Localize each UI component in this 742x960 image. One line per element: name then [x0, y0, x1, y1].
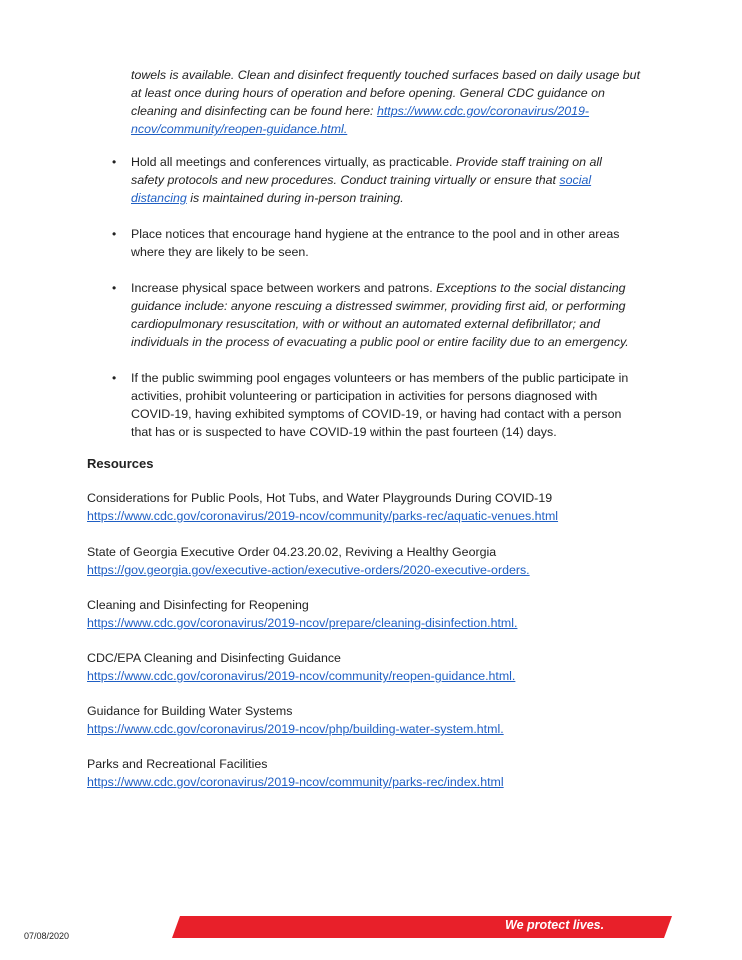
- resource-title: State of Georgia Executive Order 04.23.20.02, Reviving a Healthy Georgia: [87, 545, 497, 559]
- bullet-text: Hold all meetings and conferences virtually, as practicable.: [131, 155, 456, 169]
- footer-date: 07/08/2020: [24, 931, 70, 941]
- bullet-text: Increase physical space between workers and patrons.: [131, 281, 437, 295]
- resource-link[interactable]: https://www.cdc.gov/coronavirus/2019-ncov/community/parks-rec/index.html: [87, 775, 504, 789]
- paragraph-line: [131, 120, 347, 138]
- bullet-line: Place notices that encourage hand hygiene at the entrance to the pool and in other areas: [131, 227, 620, 241]
- resource-title: Considerations for Public Pools, Hot Tubs, and Water Playgrounds During COVID-19: [87, 491, 553, 505]
- paragraph-line: at least once during hours of operation and before opening. General CDC guidance on: [131, 86, 605, 100]
- bullet-line: cardiopulmonary resuscitation, with or without an automated external defibrillator; and: [131, 317, 601, 331]
- resource-title: Parks and Recreational Facilities: [87, 757, 268, 771]
- resource-title: Cleaning and Disinfecting for Reopening: [87, 598, 309, 612]
- bullet-line: individuals in the process of evacuating a public pool or entire facility due to an emergency.: [131, 335, 629, 349]
- bullet-line: [131, 279, 626, 297]
- paragraph-line: [131, 102, 589, 120]
- paragraph-line: towels is available. Clean and disinfect frequently touched surfaces based on daily usage but: [131, 68, 641, 82]
- social-distancing-link-cont[interactable]: distancing: [131, 191, 187, 205]
- bullet-text-italic: Provide staff training on all: [455, 155, 602, 169]
- resource-title: CDC/EPA Cleaning and Disinfecting Guidance: [87, 651, 341, 665]
- bullet-text-italic: safety protocols and new procedures. Conduct training virtually or ensure that: [131, 173, 560, 187]
- bullet-line: where they are likely to be seen.: [131, 245, 309, 259]
- bullet-line: activities, prohibit volunteering or participation in activities for persons diagnosed with: [131, 389, 598, 403]
- bullet-dot: •: [112, 281, 117, 295]
- bullet-line: [131, 189, 404, 207]
- bullet-text-italic: is maintained during in-person training.: [186, 191, 404, 205]
- cdc-reopen-guidance-link[interactable]: https://www.cdc.gov/coronavirus/2019-: [376, 104, 590, 118]
- footer-tagline: We protect lives.: [505, 918, 605, 932]
- bullet-line: guidance include: anyone rescuing a distressed swimmer, providing first aid, or performing: [131, 299, 626, 313]
- paragraph-text: cleaning and disinfecting can be found here:: [131, 104, 377, 118]
- resource-link[interactable]: https://www.cdc.gov/coronavirus/2019-ncov/prepare/cleaning-disinfection.html.: [87, 616, 518, 630]
- bullet-dot: •: [112, 155, 117, 169]
- resource-link[interactable]: https://www.cdc.gov/coronavirus/2019-ncov/community/reopen-guidance.html.: [87, 669, 516, 683]
- bullet-line: that has or is suspected to have COVID-19 within the past fourteen (14) days.: [131, 425, 557, 439]
- bullet-line: [131, 153, 602, 171]
- bullet-line: COVID-19, having exhibited symptoms of COVID-19, or having had contact with a person: [131, 407, 622, 421]
- bullet-text-italic: Exceptions to the social distancing: [436, 281, 626, 295]
- bullet-dot: •: [112, 371, 117, 385]
- resource-link[interactable]: https://gov.georgia.gov/executive-action/executive-orders/2020-executive-orders.: [87, 563, 530, 577]
- resource-title: Guidance for Building Water Systems: [87, 704, 293, 718]
- bullet-line: If the public swimming pool engages volunteers or has members of the public participate in: [131, 371, 629, 385]
- bullet-line: [131, 171, 591, 189]
- resource-link[interactable]: https://www.cdc.gov/coronavirus/2019-ncov/php/building-water-system.html.: [87, 722, 504, 736]
- resources-heading: Resources: [87, 456, 154, 471]
- bullet-dot: •: [112, 227, 117, 241]
- cdc-reopen-guidance-link-cont[interactable]: ncov/community/reopen-guidance.html.: [131, 122, 348, 136]
- resource-link[interactable]: https://www.cdc.gov/coronavirus/2019-ncov/community/parks-rec/aquatic-venues.html: [87, 509, 559, 523]
- social-distancing-link[interactable]: social: [559, 173, 592, 187]
